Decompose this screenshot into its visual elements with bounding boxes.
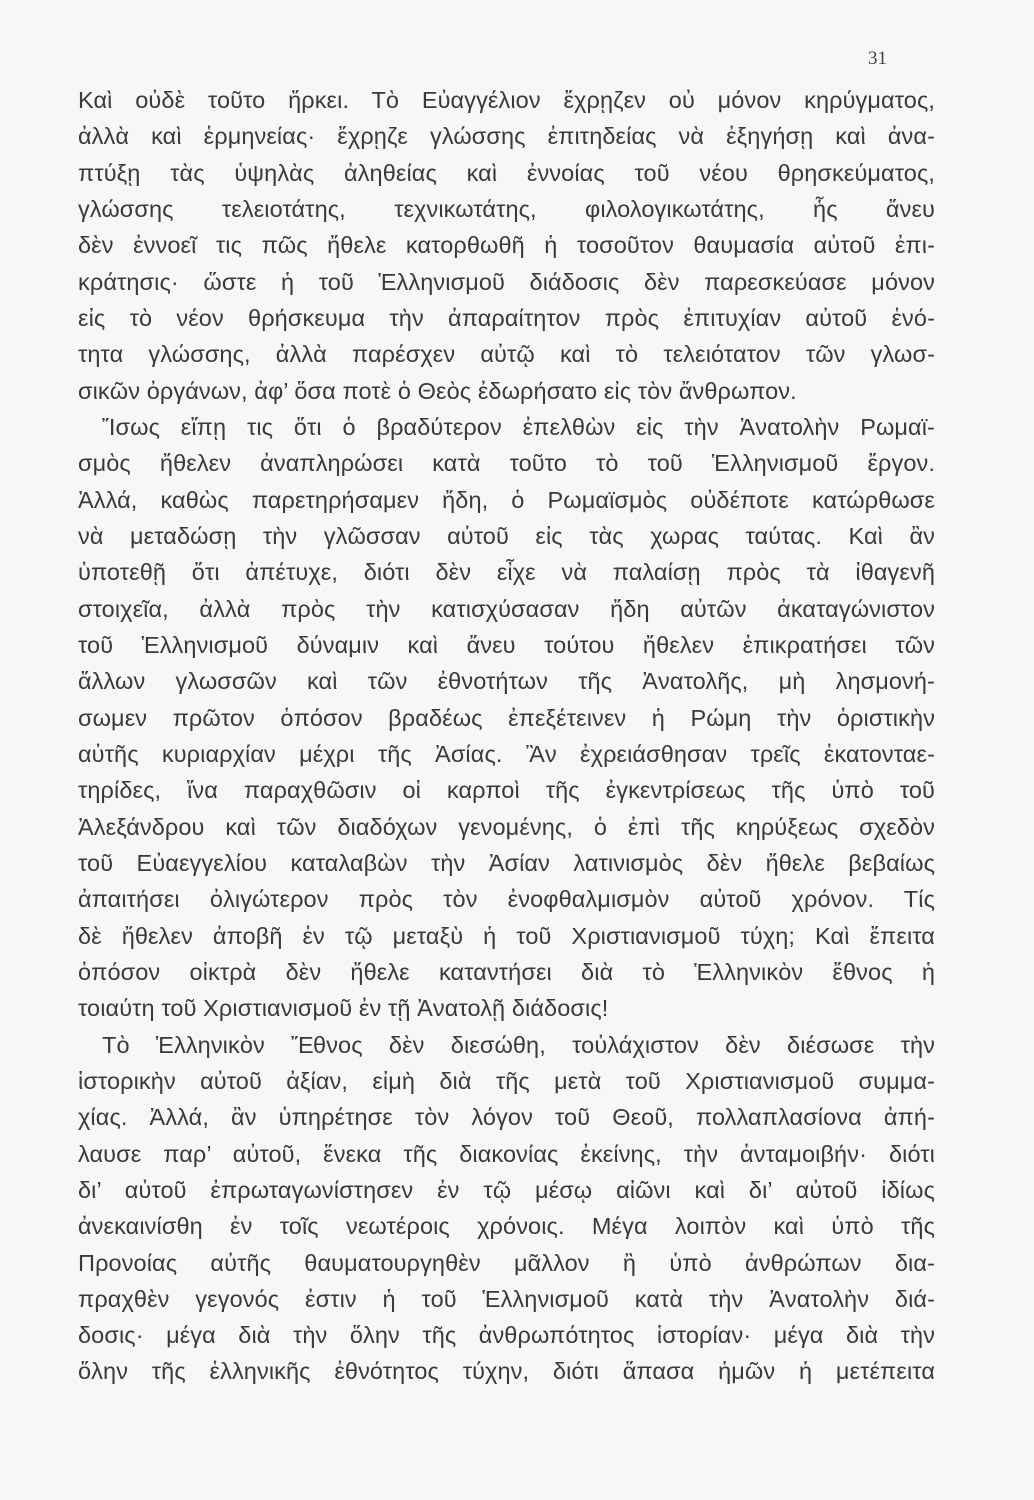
text-line: ἀνεκαινίσθη ἐν τοῖς νεωτέροις χρόνοις. Μέγα λοιπὸν καὶ ὑπὸ τῆς (78, 1213, 935, 1240)
text-line: ἄλλων γλωσσῶν καὶ τῶν ἐθνοτήτων τῆς Ἀνατολῆς, μὴ λησμονή- (78, 668, 935, 695)
text-line: Καὶ οὐδὲ τοῦτο ἤρκει. Τὸ Εὐαγγέλιον ἔχρῃζεν οὐ μόνον κηρύγματος, (78, 87, 935, 113)
text-line: αὐτῆς κυριαρχίαν μέχρι τῆς Ἀσίας. Ἂν ἐχρειάσθησαν τρεῖς ἑκατονταε- (78, 740, 935, 767)
text-line: ἀλλὰ καὶ ἑρμηνείας· ἔχρῃζε γλώσσης ἐπιτηδείας νὰ ἐξηγήσῃ καὶ ἀνα- (78, 123, 935, 150)
text-line: ὅλην τῆς ἑλληνικῆς ἐθνότητος τύχην, διότι ἅπασα ἡμῶν ἡ μετέπειτα (78, 1358, 935, 1385)
body-text (78, 82, 935, 1390)
text-line: σμὸς ἤθελεν ἀναπληρώσει κατὰ τοῦτο τὸ τοῦ Ἑλληνισμοῦ ἔργον. (78, 450, 935, 477)
text-line: σικῶν ὀργάνων, ἀφ’ ὅσα ποτὲ ὁ Θεὸς ἐδωρήσατο εἰς τὸν ἄνθρωπον. (78, 377, 797, 404)
text-line: δι’ αὐτοῦ ἐπρωταγωνίστησεν ἐν τῷ μέσῳ αἰῶνι καὶ δι’ αὐτοῦ ἰδίως (78, 1176, 935, 1203)
text-line: Τὸ Ἑλληνικὸν Ἔθνος δὲν διεσώθη, τοὐλάχιστον δὲν διέσωσε τὴν (102, 1031, 935, 1058)
text-line: τοῦ Ἑλληνισμοῦ δύναμιν καὶ ἄνευ τούτου ἤθελεν ἐπικρατήσει τῶν (78, 631, 935, 658)
text-line: τοιαύτη τοῦ Χριστιανισμοῦ ἐν τῇ Ἀνατολῇ διάδοσις! (78, 995, 609, 1022)
text-line: Ἀλεξάνδρου καὶ τῶν διαδόχων γενομένης, ὁ ἐπὶ τῆς κηρύξεως σχεδὸν (78, 813, 935, 840)
text-line: δὲν ἐννοεῖ τις πῶς ἤθελε κατορθωθῆ ἡ τοσοῦτον θαυμασία αὐτοῦ ἐπι- (78, 232, 935, 259)
text-line: Προνοίας αὐτῆς θαυματουργηθὲν μᾶλλον ἢ ὑπὸ ἀνθρώπων δια- (78, 1249, 935, 1276)
text-line: πραχθὲν γεγονός ἐστιν ἡ τοῦ Ἑλληνισμοῦ κατὰ τὴν Ἀνατολὴν διά- (78, 1285, 935, 1312)
text-line: τητα γλώσσης, ἀλλὰ παρέσχεν αὐτῷ καὶ τὸ τελειότατον τῶν γλωσ- (78, 341, 935, 368)
text-line: κράτησις· ὥστε ἡ τοῦ Ἑλληνισμοῦ διάδοσις δὲν παρεσκεύασε μόνον (78, 268, 935, 295)
text-line: Ἴσως εἴπῃ τις ὅτι ὁ βραδύτερον ἐπελθὼν εἰς τὴν Ἀνατολὴν Ρωμαϊ- (102, 413, 935, 440)
text-line: χίας. Ἀλλά, ἂν ὑπηρέτησε τὸν λόγον τοῦ Θεοῦ, πολλαπλασίονα ἀπή- (78, 1104, 935, 1131)
text-line: πτύξῃ τὰς ὑψηλὰς ἀληθείας καὶ ἐννοίας τοῦ νέου θρησκεύματος, (78, 159, 935, 186)
text-line: δὲ ἤθελεν ἀποβῆ ἐν τῷ μεταξὺ ἡ τοῦ Χριστιανισμοῦ τύχη; Καὶ ἔπειτα (78, 922, 935, 949)
text-line: ἀπαιτήσει ὀλιγώτερον πρὸς τὸν ἐνοφθαλμισμὸν αὐτοῦ χρόνον. Τίς (78, 886, 935, 913)
text-line: ὁπόσον οἰκτρὰ δὲν ἤθελε καταντήσει διὰ τὸ Ἑλληνικὸν ἔθνος ἡ (78, 958, 935, 985)
text-line: τηρίδες, ἵνα παραχθῶσιν οἱ καρποὶ τῆς ἐγκεντρίσεως τῆς ὑπὸ τοῦ (78, 777, 935, 804)
text-line: τοῦ Εὐαεγγελίου καταλαβὼν τὴν Ἀσίαν λατινισμὸς δὲν ἤθελε βεβαίως (78, 849, 935, 876)
text-line: σωμεν πρῶτον ὁπόσον βραδέως ἐπεξέτεινεν ἡ Ρώμη τὴν ὁριστικὴν (78, 704, 935, 731)
text-line: νὰ μεταδώσῃ τὴν γλῶσσαν αὐτοῦ εἰς τὰς χωρας ταύτας. Καὶ ἂν (78, 522, 935, 549)
text-line: εἰς τὸ νέον θρήσκευμα τὴν ἀπαραίτητον πρὸς ἐπιτυχίαν αὐτοῦ ἑνό- (78, 304, 935, 331)
text-line: γλώσσης τελειοτάτης, τεχνικωτάτης, φιλολογικωτάτης, ἧς ἄνευ (78, 195, 935, 222)
text-line: ἱστορικὴν αὐτοῦ ἀξίαν, εἰμὴ διὰ τῆς μετὰ τοῦ Χριστιανισμοῦ συμμα- (78, 1067, 935, 1094)
text-line: δοσις· μέγα διὰ τὴν ὅλην τῆς ἀνθρωπότητος ἱστορίαν· μέγα διὰ τὴν (78, 1322, 935, 1349)
text-line: λαυσε παρ’ αὐτοῦ, ἕνεκα τῆς διακονίας ἐκείνης, τὴν ἀνταμοιβήν· διότι (78, 1140, 935, 1167)
text-line: Ἀλλά, καθὼς παρετηρήσαμεν ἤδη, ὁ Ρωμαϊσμὸς οὐδέποτε κατώρθωσε (78, 486, 935, 513)
page-number: 31 (868, 48, 887, 69)
text-line: ὑποτεθῇ ὅτι ἀπέτυχε, διότι δὲν εἶχε νὰ παλαίσῃ πρὸς τὰ ἰθαγενῆ (78, 559, 935, 586)
text-line: στοιχεῖα, ἀλλὰ πρὸς τὴν κατισχύσασαν ἤδη αὐτῶν ἀκαταγώνιστον (78, 595, 935, 622)
